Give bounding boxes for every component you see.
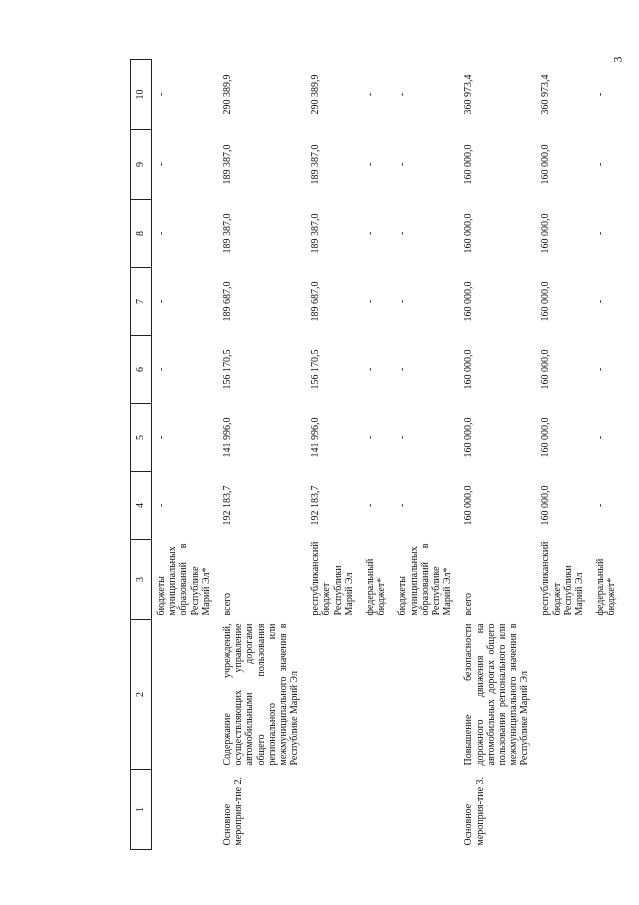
value-col-10: - [156, 92, 167, 97]
value-col-5: - [365, 435, 376, 440]
value-col-6: 156 170,5 [221, 349, 233, 390]
value-col-10: 290 389,9 [221, 74, 233, 115]
activity-description [361, 620, 393, 770]
value-col-4: 192 183,7 [221, 485, 233, 526]
activity-description: Повышение безопасности дорожного движения на автомобильных дорогах общего пользования регионального или межмуниципального значения в Республике Марий Эл [463, 623, 531, 766]
funding-source: всего [221, 592, 233, 616]
activity-description [152, 620, 218, 770]
header-col-3: 3 [131, 540, 152, 620]
header-col-10: 10 [131, 60, 152, 130]
header-col-5: 5 [131, 404, 152, 472]
value-col-4: 192 183,7 [310, 485, 322, 526]
value-col-9: - [397, 162, 409, 167]
value-col-4: 160 000,0 [540, 485, 552, 526]
activity-name: Основное мероприя-тие 2. [221, 776, 245, 846]
value-col-10: - [365, 92, 376, 97]
header-col-1: 1 [131, 770, 152, 850]
budget-table [130, 56, 625, 850]
value-col-4: - [595, 503, 607, 508]
header-col-2: 2 [131, 620, 152, 770]
value-col-6: 160 000,0 [463, 349, 475, 390]
value-col-9: - [365, 162, 376, 167]
value-col-4: 160 000,0 [463, 485, 475, 526]
value-col-7: 189 687,0 [221, 281, 233, 322]
value-col-9: 160 000,0 [463, 144, 475, 185]
activity-name [393, 770, 459, 850]
activity-name [591, 770, 623, 850]
value-col-8: - [156, 231, 167, 236]
header-col-8: 8 [131, 200, 152, 268]
value-col-10: 360 973,4 [540, 74, 552, 115]
value-col-9: - [595, 162, 607, 167]
page-number: 3 [610, 56, 625, 63]
table-row [218, 60, 306, 850]
activity-description: Содержание учреждений, осуществляющих управление автомобильными дорогами общего пользования регионального или межмуниципального значения в Республике Марий Эл [221, 623, 301, 766]
table-row [393, 60, 459, 850]
value-col-4: - [156, 503, 167, 508]
value-col-9: 160 000,0 [540, 144, 552, 185]
value-col-8: 160 000,0 [463, 213, 475, 254]
activity-name: Основное мероприя-тие 3. [463, 776, 486, 846]
value-col-7: - [365, 299, 376, 304]
value-col-5: 141 996,0 [310, 417, 322, 458]
value-col-7: - [397, 299, 409, 304]
value-col-10: 360 973,4 [463, 74, 475, 115]
table-row [591, 60, 623, 850]
value-col-6: - [595, 367, 607, 372]
value-col-5: - [397, 435, 409, 440]
value-col-6: - [397, 367, 409, 372]
header-col-9: 9 [131, 130, 152, 200]
activity-name [152, 770, 218, 850]
table-row [536, 60, 591, 850]
value-col-8: - [595, 231, 607, 236]
value-col-8: 189 387,0 [221, 213, 233, 254]
value-col-9: - [156, 162, 167, 167]
header-col-7: 7 [131, 268, 152, 336]
activity-name [536, 770, 591, 850]
activity-name [361, 770, 393, 850]
activity-description [536, 620, 591, 770]
activity-description [306, 620, 361, 770]
value-col-8: 160 000,0 [540, 213, 552, 254]
table-row [306, 60, 361, 850]
table-row [152, 60, 218, 850]
value-col-4: - [397, 503, 409, 508]
funding-source: бюджеты муниципальных образований в Республике Марий Эл* [156, 543, 212, 616]
value-col-10: 290 389,9 [310, 74, 322, 115]
value-col-7: 160 000,0 [463, 281, 475, 322]
value-col-7: - [156, 299, 167, 304]
value-col-5: - [595, 435, 607, 440]
value-col-5: - [156, 435, 167, 440]
table-row [361, 60, 393, 850]
value-col-8: 189 387,0 [310, 213, 322, 254]
value-col-4: - [365, 503, 376, 508]
funding-source: республиканский бюджет Республики Марий Эл [310, 541, 355, 616]
table-row [459, 60, 536, 850]
value-col-7: 189 687,0 [310, 281, 322, 322]
value-col-8: - [397, 231, 409, 236]
value-col-9: 189 387,0 [221, 144, 233, 185]
value-col-9: 189 387,0 [310, 144, 322, 185]
value-col-5: 160 000,0 [463, 417, 475, 458]
header-col-4: 4 [131, 472, 152, 540]
value-col-6: - [365, 367, 376, 372]
value-col-8: - [365, 231, 376, 236]
activity-description [591, 620, 623, 770]
table-header-row [131, 60, 152, 850]
value-col-6: 156 170,5 [310, 349, 322, 390]
value-col-7: - [595, 299, 607, 304]
value-col-10: - [397, 92, 409, 97]
funding-source: республиканский бюджет Республики Марий Эл [540, 541, 585, 616]
header-col-6: 6 [131, 336, 152, 404]
value-col-6: 160 000,0 [540, 349, 552, 390]
value-col-6: - [156, 367, 167, 372]
funding-source: федеральный бюджет* [365, 558, 388, 616]
activity-name [306, 770, 361, 850]
value-col-10: - [595, 92, 607, 97]
activity-description [393, 620, 459, 770]
value-col-7: 160 000,0 [540, 281, 552, 322]
funding-source: всего [463, 592, 475, 616]
value-col-5: 141 996,0 [221, 417, 233, 458]
value-col-5: 160 000,0 [540, 417, 552, 458]
funding-source: федеральный бюджет* [595, 558, 618, 616]
funding-source: бюджеты муниципальных образований в Республике Марий Эл* [397, 543, 454, 616]
